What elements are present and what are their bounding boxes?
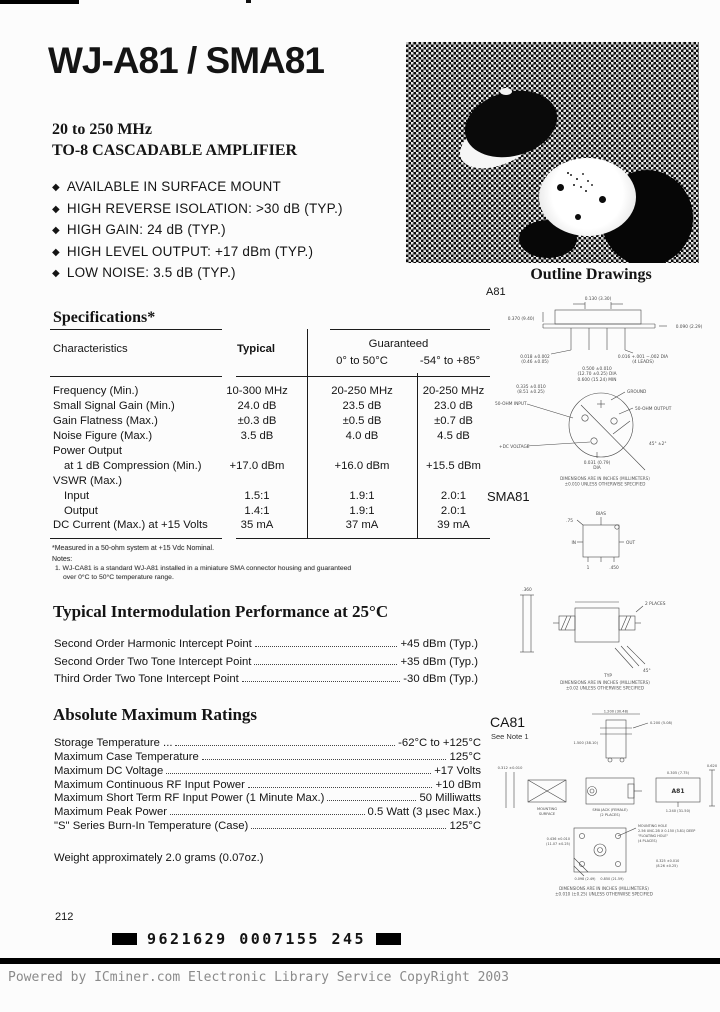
dotted-leader <box>327 800 416 801</box>
spec-g2: 39 mA <box>437 519 470 532</box>
dim-label: 0.305 (7.75) <box>666 771 690 775</box>
spec-typical: 10-300 MHz <box>226 385 288 398</box>
spec-g2: 23.0 dB <box>434 400 473 413</box>
amr-value: -62°C to +125°C <box>398 736 481 749</box>
amr-heading: Absolute Maximum Ratings <box>53 705 258 724</box>
spec-note1-line2: over 0°C to 50°C temperature range. <box>63 574 174 581</box>
dim-label: 0.600 (15.24) MIN <box>577 378 617 383</box>
spec-label: Output <box>64 504 98 517</box>
dim-label: 1.240 (31.50) <box>665 809 691 813</box>
dim-label: 1.200 (30.48) <box>603 709 629 714</box>
spec-notes-label: Notes: <box>52 556 73 563</box>
feature-list <box>52 179 343 287</box>
intermod-label: Third Order Two Tone Intercept Point <box>54 673 239 686</box>
table-rule <box>236 538 490 539</box>
amr-row <box>54 735 481 749</box>
intermod-value: -30 dBm (Typ.) <box>403 673 478 686</box>
intermod-row <box>54 633 478 650</box>
dim-label: 0.018 ±0.002 <box>520 355 550 360</box>
footer-credit: Powered by ICminer.com Electronic Library Service CopyRight 2003 <box>8 970 509 985</box>
spec-footnote: *Measured in a 50-ohm system at +15 Vdc Nominal. <box>52 545 215 552</box>
amr-value: +17 Volts <box>434 764 481 777</box>
intermod-row <box>54 650 478 667</box>
dim-label: .450 <box>609 566 619 571</box>
col-header-g1: 0° to 50°C <box>336 355 388 367</box>
pin-label: +DC VOLTAGE <box>499 445 530 450</box>
specifications-table <box>50 329 490 541</box>
spec-label: Small Signal Gain (Min.) <box>53 400 175 413</box>
spec-label: Input <box>64 489 90 502</box>
feature-text: HIGH GAIN: 24 dB (TYP.) <box>66 222 226 237</box>
pin-label: IN <box>571 541 576 546</box>
feature-text: HIGH REVERSE ISOLATION: >30 dB (TYP.) <box>66 200 343 216</box>
feature-text: LOW NOISE: 3.5 dB (TYP.) <box>66 265 236 280</box>
intermod-value: +45 dBm (Typ.) <box>400 638 478 651</box>
dim-label: 0.620 <box>706 764 718 768</box>
dim-label: .360 <box>522 588 532 593</box>
dim-label: TYP <box>604 674 612 679</box>
barcode-digits: 9621629 0007155 245 <box>147 930 367 948</box>
spec-g2: 2.0:1 <box>440 504 467 517</box>
drawing-label-ca81-note: See Note 1 <box>491 732 529 741</box>
amr-row <box>54 749 481 763</box>
drawing-label-ca81: CA81 <box>490 714 526 730</box>
ca81-outline-drawing <box>488 708 720 900</box>
callout-label: 2-56 UNC-2B X 0.150 (3.81) DEEP <box>638 829 696 833</box>
amr-row <box>54 777 481 791</box>
product-photo <box>406 42 699 263</box>
callout-label: SURFACE <box>538 812 556 816</box>
amr-label: Maximum Continuous RF Input Power <box>54 778 245 791</box>
spec-typical: 24.0 dB <box>237 400 277 413</box>
table-row <box>50 518 490 533</box>
amr-value: 50 Milliwatts <box>419 792 481 805</box>
barcode-block-icon <box>112 933 137 945</box>
amr-value: 125°C <box>449 750 481 763</box>
dim-label: 0.500 ±0.010 <box>582 367 612 372</box>
dim-label: (0.46 ±0.05) <box>521 360 549 365</box>
dim-label: 0.090 (2.29) <box>675 325 703 330</box>
table-rule <box>330 329 490 330</box>
table-row <box>50 414 490 429</box>
dim-label: 1.500 (38.10) <box>573 741 598 745</box>
feature-text: HIGH LEVEL OUTPUT: +17 dBm (TYP.) <box>66 243 314 259</box>
callout-label: MOUNTING HOLE <box>638 824 668 828</box>
callout-label: (2 PLACES) <box>600 813 620 817</box>
dotted-leader <box>255 646 398 647</box>
callout-label: (4 PLACES) <box>638 839 657 843</box>
spec-label: Noise Figure (Max.) <box>53 430 153 443</box>
dim-label: (8.51 ±0.25) <box>517 390 545 395</box>
dotted-leader <box>175 745 395 746</box>
table-rule <box>236 376 490 377</box>
spec-g2: 4.5 dB <box>437 430 470 443</box>
drawing-note: ±0.02 UNLESS OTHERWISE SPECIFIED <box>565 685 645 691</box>
dim-label: 0.335 ±0.010 <box>516 385 546 390</box>
amr-label: Maximum Peak Power <box>54 806 168 819</box>
table-row <box>50 488 490 503</box>
dim-label: (8.26 ±0.25) <box>656 864 678 868</box>
pin-label: BIAS <box>596 512 606 517</box>
spec-note1-line1: 1. WJ-CA81 is a standard WJ-A81 installed in a miniature SMA connector housing and guaranteed <box>55 565 352 572</box>
subtitle-line2: TO-8 CASCADABLE AMPLIFIER <box>52 142 298 159</box>
amr-label: Storage Temperature ... <box>54 736 173 749</box>
table-row <box>50 399 490 414</box>
amr-label: Maximum Short Term RF Input Power (1 Minute Max.) <box>54 792 325 805</box>
pin-label: 50-OHM OUTPUT <box>635 407 672 412</box>
ca81-a81-box-label: A81 <box>671 788 685 795</box>
table-body <box>50 384 490 533</box>
intermodulation-heading: Typical Intermodulation Performance at 25°C <box>53 602 389 621</box>
page-title: WJ-A81 / SMA81 <box>48 40 324 81</box>
table-rule <box>50 376 222 377</box>
package-speckles <box>567 172 569 174</box>
drawing-label-sma81: SMA81 <box>487 489 530 504</box>
table-row <box>50 429 490 444</box>
spec-typical: 3.5 dB <box>240 430 274 443</box>
dim-label: 0.031 (0.79) <box>583 461 611 466</box>
feature-item <box>52 222 343 244</box>
dim-label: 0.370 (9.40) <box>507 317 535 322</box>
dim-label: 0.436 ±0.010 <box>546 837 570 841</box>
intermod-row <box>54 668 478 685</box>
feature-text: AVAILABLE IN SURFACE MOUNT <box>66 179 281 194</box>
sma81-outline-drawing <box>493 500 720 692</box>
amr-value: 125°C <box>449 820 481 833</box>
pin-label: 50-OHM INPUT <box>495 402 527 407</box>
spec-label: VSWR (Max.) <box>53 474 123 487</box>
spec-label: Power Output <box>53 445 123 457</box>
package-pin-dot <box>575 214 581 220</box>
callout-label: MOUNTING <box>537 807 557 811</box>
col-header-characteristics: Characteristics <box>53 343 128 355</box>
spec-g2: 2.0:1 <box>440 489 467 502</box>
dim-label: (12.70 ±0.25) DIA <box>577 372 617 377</box>
drawing-label-a81: A81 <box>486 286 506 298</box>
table-row <box>50 473 490 488</box>
feature-item <box>52 265 343 287</box>
weight-note: Weight approximately 2.0 grams (0.07oz.) <box>54 852 264 864</box>
diamond-bullet-icon: ◆ <box>52 268 60 279</box>
subtitle-line1: 20 to 250 MHz <box>52 121 152 138</box>
intermodulation-list <box>54 633 478 685</box>
table-row <box>50 444 490 459</box>
spec-g1: 23.5 dB <box>342 400 382 413</box>
dim-label: .75 <box>566 519 573 524</box>
product-subtitle <box>52 119 297 161</box>
drawing-note: ±0.010 UNLESS OTHERWISE SPECIFIED <box>564 481 646 487</box>
page-number: 212 <box>55 911 74 923</box>
dim-label: 0.130 (3.30) <box>584 297 612 302</box>
barcode-row <box>112 930 401 948</box>
drawing-note: ±0.010 (±0.25) UNLESS OTHERWISE SPECIFIED <box>555 891 653 897</box>
spec-g1: 1.9:1 <box>349 504 375 517</box>
spec-typical: 35 mA <box>240 519 274 532</box>
table-row <box>50 384 490 399</box>
amr-value: 0.5 Watt (3 µsec Max.) <box>367 806 481 819</box>
to8-package-bottom <box>539 158 636 236</box>
spec-g1: +16.0 dBm <box>334 459 390 472</box>
col-header-guaranteed: Guaranteed <box>368 338 429 350</box>
dim-label: DIA <box>593 466 601 471</box>
amr-list <box>54 735 481 832</box>
amr-label: Maximum Case Temperature <box>54 750 199 763</box>
top-edge-bar <box>0 0 79 4</box>
dotted-leader <box>248 787 433 788</box>
diamond-bullet-icon: ◆ <box>52 225 60 236</box>
package-pin-dot <box>557 184 564 191</box>
col-header-g2: -54° to +85° <box>419 355 481 367</box>
bottom-divider-bar <box>0 958 720 964</box>
dim-label: (4 LEADS) <box>632 360 654 365</box>
spec-g1: 1.9:1 <box>349 489 375 502</box>
specifications-heading: Specifications* <box>53 309 156 326</box>
dotted-leader <box>242 681 400 682</box>
a81-outline-drawing <box>493 292 720 488</box>
dotted-leader <box>166 773 431 774</box>
diamond-bullet-icon: ◆ <box>52 182 60 193</box>
amr-row <box>54 804 481 818</box>
feature-item <box>52 244 343 266</box>
package-pin-dot <box>599 196 606 203</box>
spec-g2: +15.5 dBm <box>426 459 481 472</box>
drawing-note: DIMENSIONS ARE IN INCHES (MILLIMETERS) <box>560 680 650 685</box>
table-rule <box>50 329 222 330</box>
spec-typical: +17.0 dBm <box>229 459 285 472</box>
dim-label: 2 PLACES <box>645 602 666 607</box>
dim-label: 0.850 (21.59) <box>600 877 624 881</box>
spec-g2: ±0.7 dB <box>434 415 473 428</box>
dotted-leader <box>202 759 447 760</box>
spec-typical: 1.5:1 <box>244 489 270 502</box>
pin-label: GROUND <box>627 390 647 395</box>
col-header-typical: Typical <box>236 343 276 355</box>
barcode-block-icon <box>376 933 401 945</box>
dotted-leader <box>251 828 446 829</box>
amr-label: Maximum DC Voltage <box>54 764 164 777</box>
dim-label: 0.325 ±0.010 <box>656 859 680 863</box>
diamond-bullet-icon: ◆ <box>52 203 60 215</box>
spec-label: at 1 dB Compression (Min.) <box>64 459 202 472</box>
dim-label: 45° ±2° <box>649 442 667 447</box>
spec-typical: ±0.3 dB <box>237 415 277 428</box>
intermod-label: Second Order Harmonic Intercept Point <box>54 638 252 651</box>
intermod-value: +35 dBm (Typ.) <box>400 655 478 668</box>
spec-g1: 4.0 dB <box>345 430 379 443</box>
dotted-leader <box>170 814 365 815</box>
pin-label: OUT <box>626 541 636 546</box>
table-row <box>50 503 490 518</box>
spec-g1: ±0.5 dB <box>342 415 382 428</box>
spec-g2: 20-250 MHz <box>422 385 485 398</box>
dotted-leader <box>254 664 397 665</box>
spec-label: Frequency (Min.) <box>53 385 139 398</box>
dim-label: 0.016 +.001 −.002 DIA <box>617 355 669 360</box>
spec-typical: 1.4:1 <box>244 504 270 517</box>
dim-label: 0.098 (2.49) <box>574 877 596 881</box>
photo-highlight-fleck <box>500 88 512 95</box>
intermod-label: Second Order Two Tone Intercept Point <box>54 655 252 668</box>
drawing-note: DIMENSIONS ARE IN INCHES (MILLIMETERS) <box>559 886 649 891</box>
dim-label: 0.200 (5.08) <box>650 721 673 725</box>
dim-label: (11.07 ±0.25) <box>546 842 570 846</box>
callout-label: SMA JACK (FEMALE) <box>592 808 628 812</box>
diamond-bullet-icon: ◆ <box>52 246 60 258</box>
feature-item <box>52 179 343 201</box>
spec-label: Gain Flatness (Max.) <box>53 415 158 428</box>
amr-row <box>54 818 481 832</box>
dim-label: 1 <box>586 566 590 571</box>
callout-label: "FLOATING HOLE" <box>638 834 669 838</box>
feature-item <box>52 201 343 223</box>
table-rule <box>50 538 222 539</box>
amr-row <box>54 791 481 805</box>
spec-g1: 37 mA <box>345 519 379 532</box>
amr-row <box>54 763 481 777</box>
amr-label: "S" Series Burn-In Temperature (Case) <box>54 820 249 833</box>
top-edge-dot <box>246 0 251 3</box>
dim-label: 45° <box>643 669 651 674</box>
outline-drawings-heading: Outline Drawings <box>530 266 652 283</box>
spec-g1: 20-250 MHz <box>331 385 393 398</box>
table-row <box>50 458 490 473</box>
drawing-note: DIMENSIONS ARE IN INCHES (MILLIMETERS) <box>560 476 650 481</box>
dim-label: 0.312 ±0.010 <box>497 766 523 770</box>
spec-label: DC Current (Max.) at +15 Volts <box>53 519 208 532</box>
amr-value: +10 dBm <box>435 778 481 791</box>
